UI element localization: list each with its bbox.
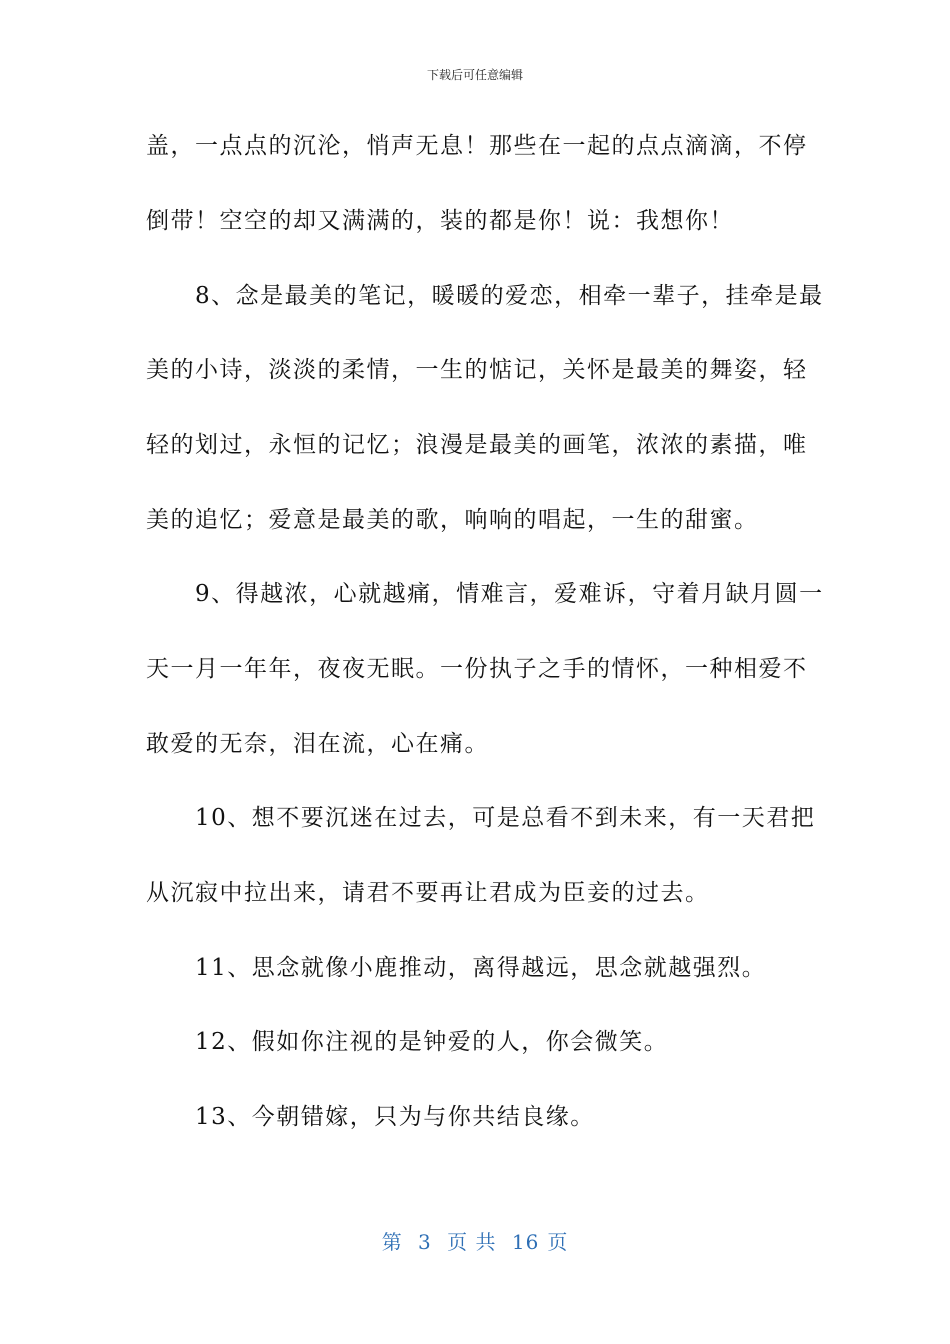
- body-line: 盖，一点点的沉沦，悄声无息！那些在一起的点点滴滴，不停: [146, 133, 808, 159]
- body-line: 从沉寂中拉出来，请君不要再让君成为臣妾的过去。: [146, 880, 710, 906]
- total-pages-number: 16: [511, 1230, 540, 1254]
- footer-middle: 页 共: [447, 1230, 497, 1254]
- body-line: 9、得越浓，心就越痛，情难言，爱难诉，守着月缺月圆一: [146, 581, 824, 607]
- body-line: 敢爱的无奈，泪在流，心在痛。: [146, 731, 489, 757]
- footer-suffix: 页: [547, 1230, 569, 1254]
- body-line: 轻的划过，永恒的记忆；浪漫是最美的画笔，浓浓的素描，唯: [146, 432, 808, 458]
- body-line: 美的小诗，淡淡的柔情，一生的惦记，关怀是最美的舞姿，轻: [146, 357, 808, 383]
- body-line: 8、念是最美的笔记，暖暖的爱恋，相牵一辈子，挂牵是最: [146, 283, 824, 309]
- current-page-number: 3: [418, 1230, 432, 1254]
- body-line: 13、今朝错嫁，只为与你共结良缘。: [146, 1104, 595, 1130]
- body-line: 11、思念就像小鹿推动，离得越远，思念就越强烈。: [146, 955, 767, 981]
- body-line: 12、假如你注视的是钟爱的人，你会微笑。: [146, 1029, 669, 1055]
- body-line: 倒带！空空的却又满满的，装的都是你！说：我想你！: [146, 208, 734, 234]
- footer-prefix: 第: [381, 1230, 403, 1254]
- body-line: 10、想不要沉迷在过去，可是总看不到未来，有一天君把: [146, 805, 816, 831]
- page-number-footer: [0, 1226, 950, 1255]
- body-line: 美的追忆；爱意是最美的歌，响响的唱起，一生的甜蜜。: [146, 507, 759, 533]
- header-note: 下载后可任意编辑: [426, 68, 523, 82]
- body-line: 天一月一年年，夜夜无眠。一份执子之手的情怀，一种相爱不: [146, 656, 808, 682]
